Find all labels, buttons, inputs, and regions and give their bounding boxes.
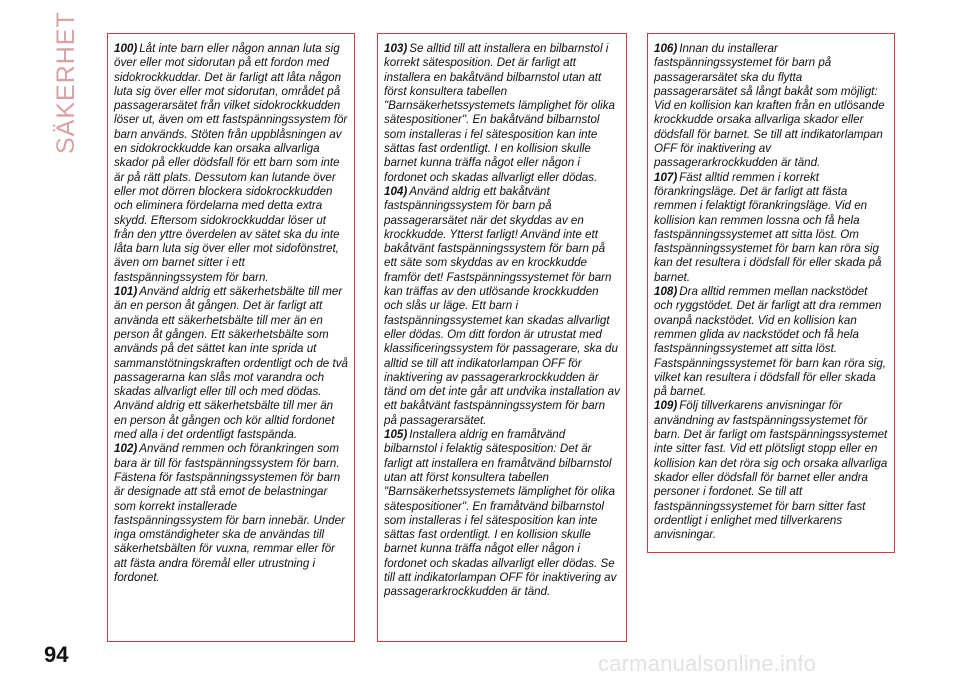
note-number: 107) [654,170,678,184]
note-number: 108) [654,285,678,299]
note-number: 105) [384,428,408,442]
note-number: 104) [384,184,408,198]
section-title [52,11,92,154]
note-text: Använd remmen och förankringen som bara är till för fastspänningssystem för barn. Fästena för fastspänningssystemen för barn är designade att stå emot de belastningar som korrekt installerade fastspänningssystem för barn innebär. Under inga omständigheter ska de användas till säkerhetsbälten för vuxna, remmar eller för att fästa andra föremål eller utrustning i fordonet. [114,442,345,584]
warning-note [114,285,348,442]
warning-column-1 [107,33,355,642]
warning-note [384,185,620,428]
note-text: Följ tillverkarens anvisningar för användning av fastspänningssystemet för barn. Det är farligt om fastspänningssystemet inte sitter fast. Vid ett plötsligt stopp eller en kollision kan det röra sig och orsaka allvarliga skador eller dödsfall för barnet eller andra personer i fordonet. Se till att fastspänningssystemet för barn sitter fast ordentligt i enlighet med tillverkarens anvisningar. [654,399,888,542]
page-number: 94 [44,642,69,667]
note-number: 109) [654,399,678,413]
warning-column-3 [647,33,895,553]
warning-note [654,171,888,285]
note-text: Innan du installerar fastspänningssystemet för barn på passagerarsätet ska du flytta passagerarsätet så långt bakåt som möjligt: Vid en kollision kan kraften från en utlösande krockkudde orsaka allvarliga skador eller dödsfall för barnet. Se till att indikatorlampan OFF för inaktivering av passagerarkrockkudden är tänd. [654,42,885,170]
warning-note [384,42,620,185]
note-number: 102) [114,442,138,456]
note-text: Använd aldrig ett bakåtvänt fastspänningssystem för barn på passagerarsätet när det skyddas av en krockkudde. Ytterst farligt! Använd inte ett bakåtvänt fastspänningssystem för barn på ett säte som skyddas av en krockkudde framför det! Fastspänningssystemet för barn kan träffas av den utlösande krockkudden och slås ur läge. Ett barn i fastspänningssystemet kan skadas allvarligt eller dödas. Om ditt fordon är utrustat med klassificeringssystem för passagerare, ska du alltid se till att indikatorlampan OFF för inaktivering av passagerarkrockkudden är tänd om det inte går att undvika installation av ett bakåtvänt fastspänningssystem för barn på passagerarsätet. [384,184,620,427]
note-text: Låt inte barn eller någon annan luta sig över eller mot sidorutan på ett fordon med sidokrockkuddar. Det är farligt att låta någon luta sig över eller mot sidorutan, området på passagerarsätet från vilket sidokrockkudden löser ut, även om ett fastspänningssystem för barn används. Stöten från uppblåsningen av en sidokrockkudde kan orsaka allvarliga skador på eller dödsfall för ett barn som inte är på rätt plats. Dessutom kan lutande över eller mot dörren blockera sidokrockkudden och eliminera fördelarna med detta extra skydd. Eftersom sidokrockkuddar löser ut från den yttre överdelen av sätet ska du inte låta barn luta sig över eller mot sidofönstret, även om barnet sitter i ett fastspänningssystem för barn. [114,42,348,284]
warning-column-2 [377,33,627,642]
warning-note [654,285,888,399]
warning-note [654,42,888,171]
watermark: carmanualsonline.info [598,651,817,676]
note-number: 103) [384,42,408,55]
note-text: Se alltid till att installera en bilbarnstol i korrekt sätesposition. Det är farligt att installera en bakåtvänd bilbarnstol utan att först konsultera tabellen "Barnsäkerhetssystemets lämplighet för olika sätespositioner". En bakåtvänd bilbarnstol som installeras i fel sätesposition kan inte sättas fast ordentligt. I en kollision skulle barnet kunna träffa något eller någon i fordonet och skadas allvarligt eller dödas. [384,42,615,184]
note-text: Dra alltid remmen mellan nackstödet och ryggstödet. Det är farligt att dra remmen ovanpå nackstödet. Vid en kollision kan remmen glida av nackstödet och få hela fastspänningssystemet att sitta löst. Fastspänningssystemet för barn kan röra sig, vilket kan resultera i dödsfall för eller skada på barnet. [654,285,886,399]
note-number: 100) [114,42,138,55]
section-title-text: SÄKERHET [52,11,80,154]
note-text: Fäst alltid remmen i korrekt förankringsläge. Det är farligt att fästa remmen i felaktigt förankringsläge. Vid en kollision kan remmen lossna och få hela fastspänningssystemet att sitta löst. Om fastspänningssystemet för barn kan röra sig kan det resultera i dödsfall för eller skada på barnet. [654,170,882,284]
note-number: 101) [114,285,138,299]
note-text: Använd aldrig ett säkerhetsbälte till mer än en person åt gången. Det är farligt att använda ett säkerhetsbälte till mer än en person åt gången. Ett säkerhetsbälte som används på det sättet kan inte sprida ut sammanstötningskraften ordentligt och de två passagerarna kan slås mot varandra och skadas allvarligt eller till och med dödas. Använd aldrig ett säkerhetsbälte till mer än en person åt gången och kör alltid fordonet med alla i det ordentligt fastspända. [114,285,348,442]
note-number: 106) [654,42,678,55]
note-text: Installera aldrig en framåtvänd bilbarnstol i felaktig sätesposition: Det är farligt att installera en framåtvänd bilbarnstol utan att först konsultera tabellen "Barnsäkerhetssystemets lämplighet för olika sätespositioner". En framåtvänd bilbarnstol som installeras i fel sätesposition kan inte sättas fast ordentligt. I en kollision skulle barnet kunna träffa något eller någon i fordonet och skadas allvarligt eller dödas. Se till att indikatorlampan OFF för inaktivering av passagerarkrockkudden är tänd. [384,428,617,599]
warning-note [654,399,888,542]
warning-note [384,428,620,600]
warning-note [114,442,348,585]
warning-note [114,42,348,285]
